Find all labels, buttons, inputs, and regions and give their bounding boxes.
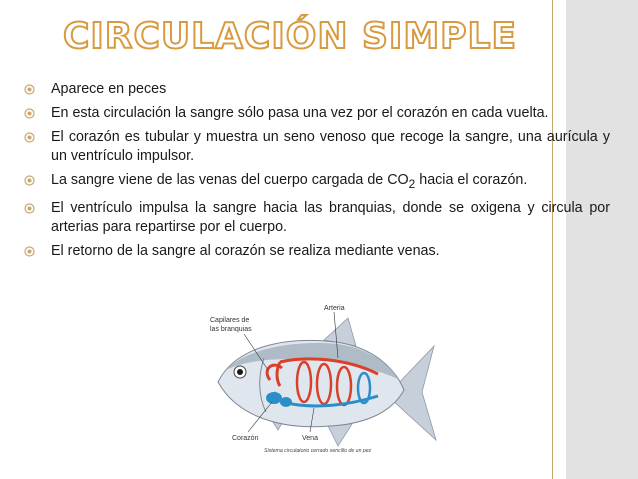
fish-circulation-figure — [206, 300, 436, 462]
bullet-text — [51, 172, 528, 191]
target-bullet-icon — [24, 132, 35, 143]
slide-title: CIRCULACIÓN SIMPLE — [62, 16, 518, 57]
bullet-item — [24, 242, 610, 261]
label-artery: Arteria — [324, 305, 345, 312]
bullet-text: El corazón es tubular y muestra un seno venoso que recoge la sangre, una aurícula y un ventrículo impulsor. — [51, 129, 610, 164]
target-bullet-icon — [24, 246, 35, 257]
label-gills: las branquias — [210, 326, 252, 333]
target-bullet-icon — [24, 108, 35, 119]
heart-chamber — [280, 397, 292, 407]
target-bullet-icon — [24, 84, 35, 95]
slide-title-container — [62, 10, 518, 62]
label-gills: Capilares de — [210, 317, 250, 324]
target-bullet-icon — [24, 203, 35, 214]
bullet-text: El ventrículo impulsa la sangre hacia las branquias, donde se oxigena y circula por arterias para repartirse por el cuerpo. — [51, 199, 610, 235]
bullet-item — [24, 171, 610, 194]
bullet-text: Aparece en peces — [51, 81, 167, 97]
bullet-text-before: La sangre viene de las venas del cuerpo cargada de CO — [51, 172, 409, 188]
bullet-item — [24, 104, 610, 123]
bullet-item — [24, 80, 610, 99]
figure-caption: Sistema circulatorio cerrado sencillo de un pez — [264, 448, 372, 454]
label-heart: Corazón — [232, 435, 259, 442]
bullet-list — [24, 80, 610, 266]
bullet-item — [24, 199, 610, 237]
bullet-text: El retorno de la sangre al corazón se realiza mediante venas. — [51, 242, 440, 259]
bullet-text-after: hacia el corazón. — [415, 172, 528, 188]
heart-chamber — [266, 392, 282, 404]
bullet-item — [24, 128, 610, 166]
co2-subscript: 2 — [408, 176, 416, 191]
bullet-text: En esta circulación la sangre sólo pasa una vez por el corazón en cada vuelta. — [51, 105, 549, 121]
label-vein: Vena — [302, 435, 318, 442]
target-bullet-icon — [24, 175, 35, 186]
